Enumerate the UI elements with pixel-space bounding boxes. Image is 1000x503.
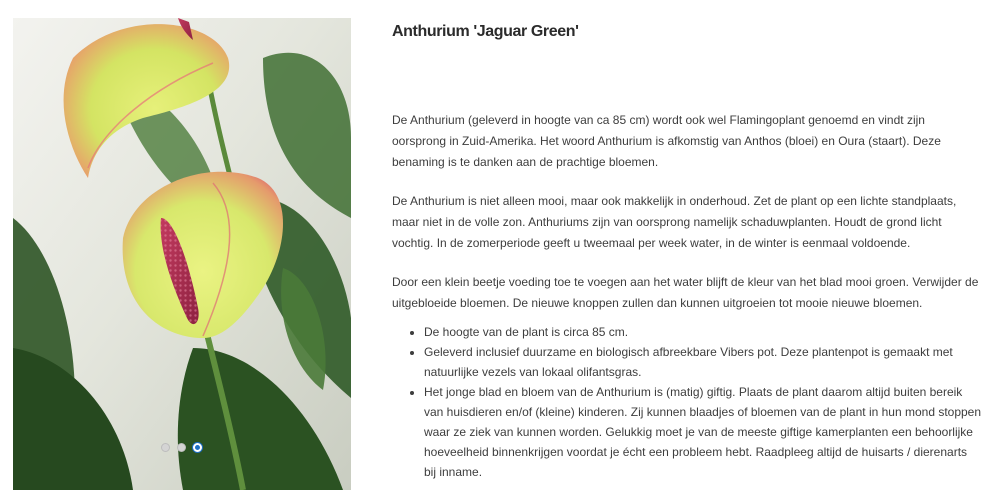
list-item: • Geleverd inclusief duurzame en biologisch afbreekbare Vibers pot. Deze plantenpot is gemaakt met natuurlijke vezels van lokaal olifantsgras. (424, 342, 982, 382)
description-paragraph-3: Door een klein beetje voeding toe te voegen aan het water blijft de kleur van het blad mooi groen. Verwijder de uitgebloeide bloemen. De nieuwe knoppen zullen dan kunnen uitgroeien tot mooie nieuwe bloemen. (392, 275, 979, 310)
gallery-dot-3[interactable] (193, 443, 202, 452)
gallery-pagination (161, 443, 202, 452)
gallery-dot-2[interactable] (177, 443, 186, 452)
product-photo (13, 18, 351, 490)
product-title: Anthurium 'Jaguar Green' (392, 23, 579, 40)
description-paragraph-1: De Anthurium (geleverd in hoogte van ca 85 cm) wordt ook wel Flamingoplant genoemd en vindt zijn oorsprong in Zuid-Amerika. Het woord Anthurium is afkomstig van Anthos (bloei) en Oura (staart). Deze benaming is te danken aan de prachtige bloemen. (392, 113, 941, 169)
product-facts-list (392, 322, 982, 482)
description-paragraph-2: De Anthurium is niet alleen mooi, maar ook makkelijk in onderhoud. Zet de plant op een lichte standplaats, maar niet in de volle zon. Anthuriums zijn van oorsprong namelijk schaduwplanten. Houdt de grond licht vochtig. In de zomerperiode geeft u tweemaal per week water, in de winter is eenmaal voldoende. (392, 194, 957, 250)
list-item: • De hoogte van de plant is circa 85 cm. (424, 322, 982, 342)
gallery-dot-1[interactable] (161, 443, 170, 452)
product-image-gallery[interactable] (13, 18, 351, 490)
product-description (392, 20, 982, 482)
list-item: • Het jonge blad en bloem van de Anthurium is (matig) giftig. Plaats de plant daarom altijd buiten bereik van huisdieren en/of (kleine) kinderen. Zij kunnen blaadjes of bloemen van de plant in hun mond stoppen waar ze ziek van kunnen worden. Gelukkig moet je van de meeste giftige kamerplanten een behoorlijke hoeveelheid binnenkrijgen voordat je écht een probleem hebt. Raadpleeg altijd de huisarts / dierenarts bij inname. (424, 382, 982, 482)
